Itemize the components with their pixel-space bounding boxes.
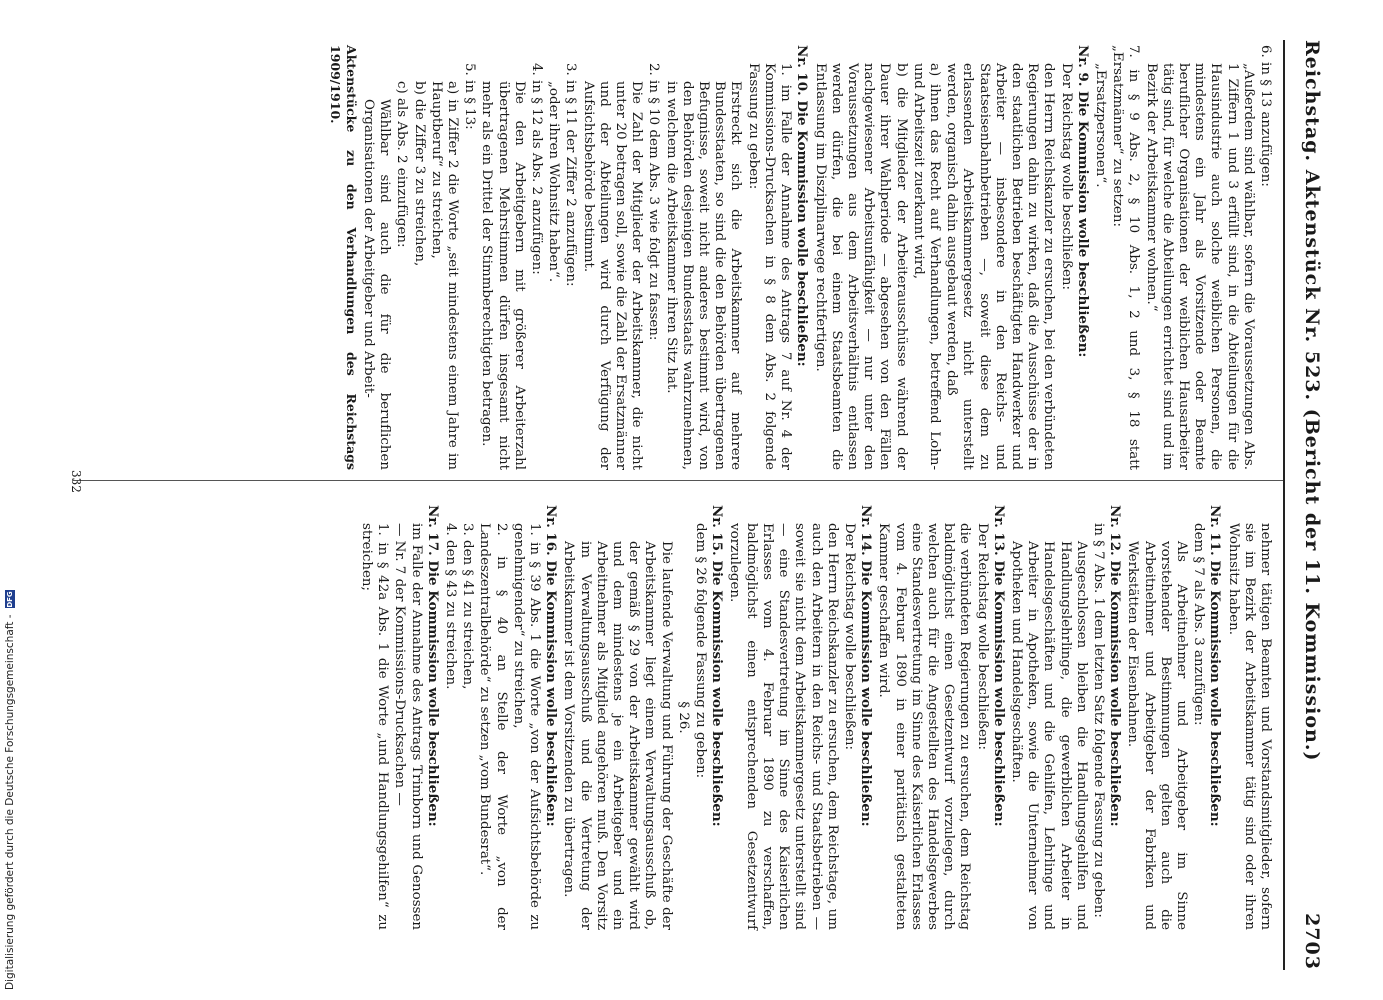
- paragraph: im Falle der Annahme des Antrags Trimborn und Genossen — Nr. 7 der Kommissions-Drucksachen —: [392, 523, 424, 930]
- list-item: 2. in § 10 dem Abs. 3 wie folgt zu fassen:: [646, 63, 662, 341]
- paragraph: Die den Arbeitgebern mit größerer Arbeiterzahl übertragenen Mehrstimmen dürfen insgesamt nicht mehr als ein Drittel der Stimmberechtigten betragen.: [479, 81, 527, 470]
- credit-text: Digitalisierung gefördert durch die Deutsche Forschungsgemeinschaft -: [4, 614, 16, 990]
- paragraph: Die laufende Verwaltung und Führung der Geschäfte der Arbeitskammer liegt einem Verwaltungsausschuß ob, der gemäß § 29 von der Arbeitskammer gewählt wird und dem mindestens je ein Arbeitgeber und ein Arbeitnehmer als Mitglied angehören muß. Den Vorsitz im Verwaltungsausschuß und die Vertretung der Arbeitskammer ist dem Vorsitzenden zu übertragen.: [561, 541, 674, 930]
- section-heading: Nr. 17. Die Kommission wolle beschließen:: [424, 505, 441, 827]
- section-heading: Nr. 15. Die Kommission wolle beschließen:: [709, 505, 726, 827]
- paragraph: in § 7 Abs. 1 dem letzten Satz folgende Fassung zu geben:: [1090, 523, 1106, 918]
- section-heading: Nr. 14. Die Kommission wolle beschließen:: [858, 505, 875, 827]
- header-rule: [1283, 40, 1285, 970]
- section-heading: Nr. 16. Die Kommission wolle beschließen:: [543, 505, 560, 827]
- paragraph: „Außerdem sind wählbar, sofern die Voraussetzungen Abs. 1 Ziffern 1 und 3 erfüllt sind, in die Abteilungen für die Hausindustrie auch solche weiblichen Personen, die mindestens ein Jahr als Vorsitzende oder Beamte beruflicher Organisationen der weiblichen Hausarbeiter tätig sind, für welche die Abteilungen errichtet sind und im Bezirk der Arbeitskammer wohnen.“: [1143, 63, 1256, 470]
- dfg-logo-icon: DFG: [6, 591, 14, 608]
- paragraph: „Ersatzpersonen“.: [1092, 63, 1108, 188]
- paragraph: Als Arbeitnehmer und Arbeitgeber im Sinne vorstehender Bestimmungen gelten auch die Arbeitnehmer und Arbeitgeber der Fabriken und Werkstätten der Eisenbahnen.: [1125, 541, 1189, 930]
- list-item: 4. den § 43 zu streichen.: [443, 523, 459, 690]
- paragraph: „oder ihren Wohnsitz haben“.: [546, 81, 562, 283]
- page-footer-number: 332: [69, 470, 83, 493]
- list-item: 1. in § 42a Abs. 1 die Worte „und Handlungsgehilfen“ zu streichen;: [359, 523, 391, 930]
- header-page-number: 2703: [1301, 913, 1323, 970]
- column-divider: [73, 480, 1283, 481]
- left-column: [325, 45, 1273, 470]
- paragraph: die verbündeten Regierungen zu ersuchen, dem Reichstag baldmöglichst einen Gesetzentwurf vorzulegen, durch welchen auch für die Angestellten des Handelsgewerbes eine Standesvertretung im Sinne des Kaiserlichen Erlasses vom 4. Februar 1890 in einer paritätisch gestalteten Kammer geschaffen wird.: [876, 523, 973, 930]
- paragraph: 6. in § 13 anzufügen:: [1258, 45, 1273, 187]
- paragraph: nehmer tätigen Beamten und Vorstandsmitglieder, sofern sie im Bezirk der Arbeitskammer tätig sind oder ihren Wohnsitz haben.: [1225, 523, 1273, 930]
- section-heading: Nr. 9. Die Kommission wolle beschließen:: [1074, 45, 1091, 358]
- list-item: b) die Ziffer 3 zu streichen,: [411, 81, 427, 267]
- list-item: c) als Abs. 2 einzufügen:: [394, 81, 410, 248]
- footer-note: Aktenstücke zu den Verhandlungen des Reichstags 1909/1910.: [327, 45, 359, 470]
- list-item: 5. in § 13:: [462, 63, 478, 130]
- paragraph: Der Reichstag wolle beschließen:: [974, 523, 990, 751]
- digitization-credit: [0, 0, 20, 1000]
- list-item: 3. in § 11 der Ziffer 2 anzufügen:: [563, 63, 579, 287]
- list-item: 1. im Falle der Annahme des Antrags 7 auf Nr. 4 der Kommissions-Drucksachen in § 8 dem Abs. 2 folgende Fassung zu geben:: [745, 63, 794, 470]
- page-header: [1287, 40, 1323, 970]
- list-item: b) die Mitglieder der Arbeiterausschüsse während der Dauer ihrer Wahlperiode — abgesehen von den Fällen nachgewiesener Arbeitsunfähigkeit — nur unter den Voraussetzungen aus dem Arbeitsverhältnis entlassen werden dürfen, die bei einem Staatsbeamten die Entlassung im Disziplinarwege rechtfertigen.: [812, 63, 909, 470]
- list-item: 4. in § 12 als Abs. 2 anzufügen:: [529, 63, 545, 275]
- paragraph: den Herrn Reichskanzler zu ersuchen, bei den verbündeten Regierungen dahin zu wirken, daß die Ausschüsse der in den staatlichen Betrieben beschäftigten Handwerker und Arbeiter — insbesondere in den Reichs- und Staatseisenbahnbetrieben —, soweit diese dem zu erlassenden Arbeitskammergesetz nicht unterstellt werden, organisch dahin ausgebaut werden, daß: [944, 63, 1057, 470]
- section-heading: Nr. 10. Die Kommission wolle beschließen:: [794, 45, 811, 367]
- section-heading: Nr. 12. Die Kommission wolle beschließen:: [1107, 505, 1124, 827]
- paragraph: dem § 26 folgende Fassung zu geben:: [693, 523, 709, 779]
- paragraph: Ausgeschlossen bleiben die Handlungsgehilfen und Handlungslehrlinge, die gewerblichen Arbeiter in Handelsgeschäften und die Gehilfen, Lehrlinge und Arbeiter in Apotheken, sowie die Unternehmer von Apotheken und Handelsgeschäften.: [1008, 541, 1089, 930]
- paragraph: Der Reichstag wolle beschließen:: [841, 523, 857, 751]
- list-item: 3. den § 41 zu streichen,: [460, 523, 476, 690]
- list-item: a) in Ziffer 2 die Worte „seit mindestens einem Jahre im Hauptberuf“ zu streichen,: [428, 81, 461, 470]
- paragraph: Erstreckt sich die Arbeitskammer auf mehrere Bundesstaaten, so sind die den Behörden übertragenen Befugnisse, soweit nicht anderes bestimmt wird, von den Behörden desjenigen Bundesstaats wahrzunehmen, in welchem die Arbeitskammer ihren Sitz hat.: [663, 81, 744, 470]
- paragraph: Der Reichstag wolle beschließen:: [1058, 63, 1074, 291]
- paragraph-number: § 26.: [675, 701, 691, 734]
- list-item: 2. in § 40 an Stelle der Worte „von der Landeszentralbehörde“ zu setzen „vom Bundesrat“.: [477, 523, 509, 930]
- paragraph: den Herrn Reichskanzler zu ersuchen, dem Reichstage, um auch den Arbeitern in den Reichs- und Staatsbetrieben — soweit sie nicht dem Arbeitskammergesetz unterstellt sind — eine Standesvertretung im Sinne des Kaiserlichen Erlasses vom 4. Februar 1890 zu verschaffen, baldmöglichst einen entsprechenden Gesetzentwurf vorzulegen.: [727, 523, 840, 930]
- header-title: Reichstag. Aktenstück Nr. 523. (Bericht der 11. Kommission.): [1301, 40, 1323, 762]
- paragraph: 7. in § 9 Abs. 2, § 10 Abs. 1, 2 und 3, § 18 statt „Ersatzmänner“ zu setzen:: [1110, 45, 1142, 470]
- paragraph: dem § 7 als Abs. 3 anzufügen:: [1191, 523, 1207, 726]
- section-heading: Nr. 11. Die Kommission wolle beschließen:: [1207, 505, 1224, 827]
- paragraph: Die Zahl der Mitglieder der Arbeitskammer, die nicht unter 20 betragen soll, sowie die Zahl der Ersatzmänner und der Abteilungen wird durch Verfügung der Aufsichtsbehörde bestimmt.: [580, 81, 645, 470]
- paragraph: Wählbar sind auch die für die beruflichen Organisationen der Arbeitgeber und Arbeit-: [361, 99, 393, 470]
- section-heading: Nr. 13. Die Kommission wolle beschließen:: [990, 505, 1007, 827]
- right-column: [357, 505, 1273, 930]
- list-item: a) ihnen das Recht auf Verhandlungen, betreffend Lohn- und Arbeitszeit zuerkannt wird,: [910, 63, 942, 470]
- list-item: 1. in § 39 Abs. 1 die Worte „von der Aufsichtsbehörde zu genehmigender“ zu streichen,: [510, 523, 543, 930]
